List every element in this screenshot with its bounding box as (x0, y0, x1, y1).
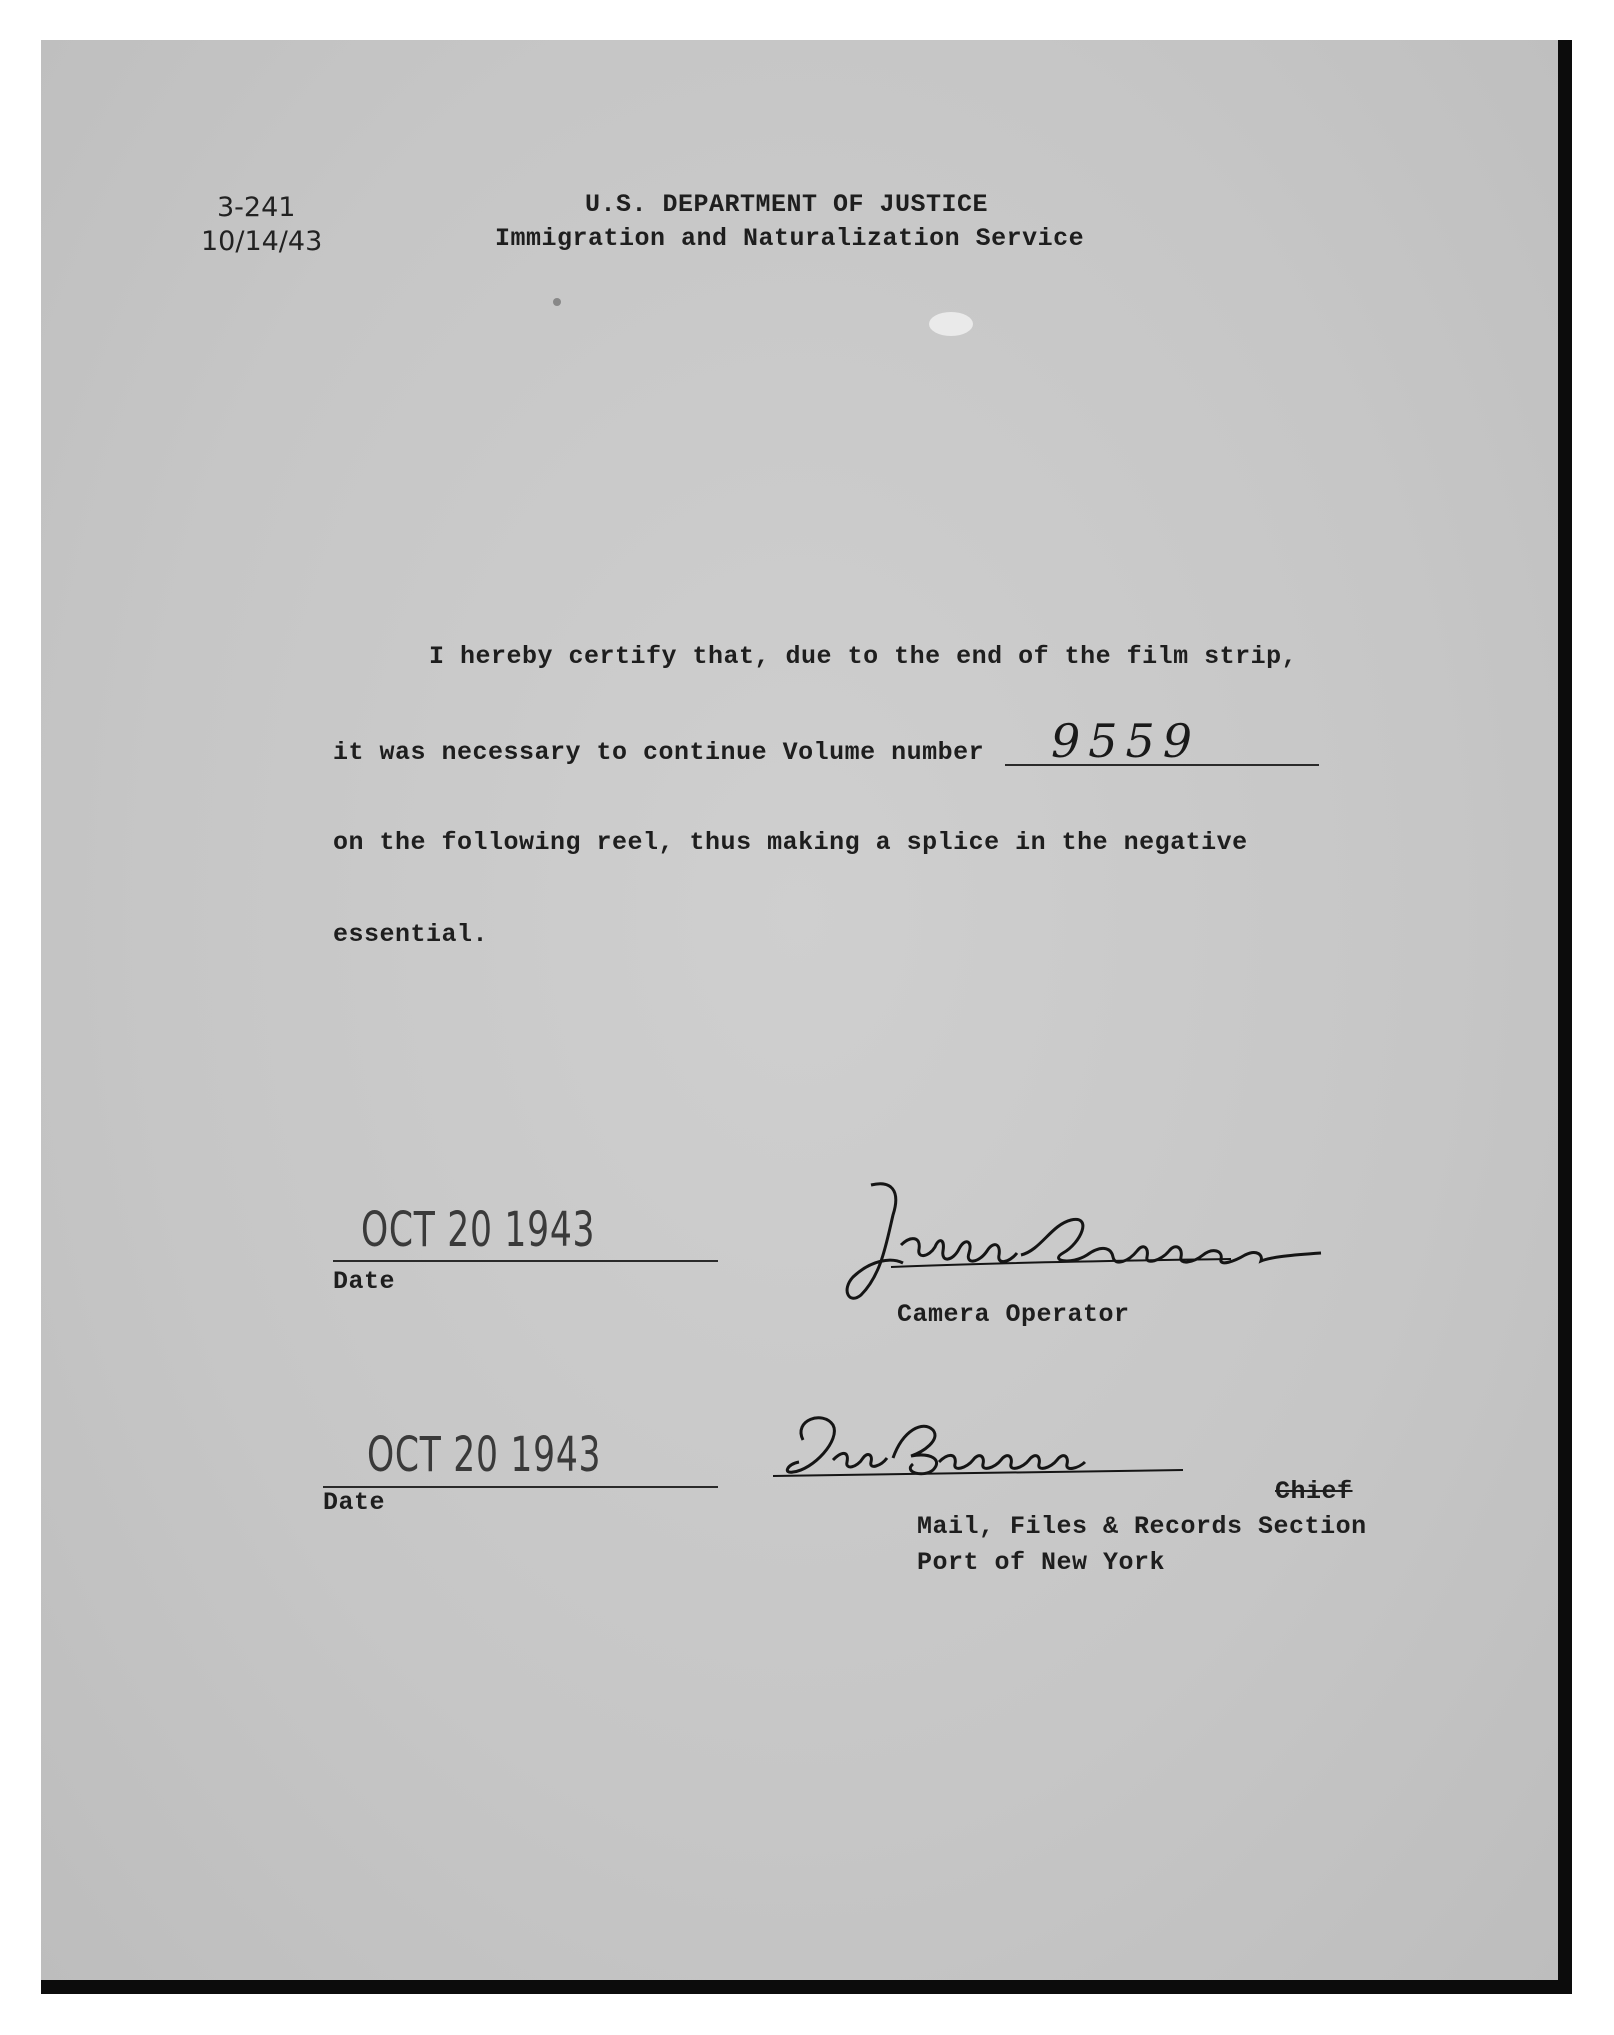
paper-speck (553, 298, 561, 306)
scan-frame (41, 40, 1572, 1994)
operator-signature (831, 1165, 1391, 1305)
form-number: 3-241 (217, 192, 296, 223)
document-page (41, 40, 1572, 1994)
chief-date-label: Date (323, 1488, 386, 1517)
certification-line-1: I hereby certify that, due to the end of the film strip, (429, 642, 1298, 671)
operator-title: Camera Operator (897, 1300, 1130, 1329)
chief-title: Chief (1275, 1477, 1353, 1506)
certification-line-2: it was necessary to continue Volume number (333, 738, 985, 767)
paper-smudge (929, 312, 973, 336)
agency-heading: U.S. DEPARTMENT OF JUSTICE (585, 190, 989, 219)
certification-line-3: on the following reel, thus making a splice in the negative (333, 828, 1248, 857)
chief-signature (763, 1400, 1203, 1490)
volume-number: 9559 (1051, 714, 1201, 768)
certification-line-4: essential. (333, 920, 489, 949)
chief-port: Port of New York (917, 1548, 1166, 1577)
form-date: 10/14/43 (201, 226, 323, 257)
operator-date-line (333, 1260, 718, 1262)
operator-date-label: Date (333, 1267, 396, 1296)
chief-section: Mail, Files & Records Section (917, 1512, 1367, 1541)
operator-date-stamp: OCT 20 1943 (361, 1202, 596, 1258)
chief-date-stamp: OCT 20 1943 (367, 1427, 602, 1483)
service-heading: Immigration and Naturalization Service (495, 224, 1085, 253)
